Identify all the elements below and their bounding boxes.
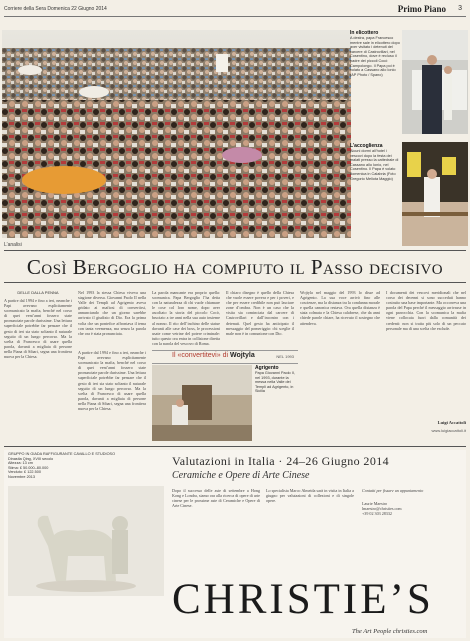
- caption-title: In elicottero: [350, 30, 379, 36]
- article-column-4: Il chiaro disegno è quello della Chiesa che vuole essere povera e per i poveri, e che per essere credibile non può lasciare zone d’ombra. Non è un caso che la visita sia cominciata dal carcere di Castrovillari e dall’incontro con i detenuti. Quel gesto ha anticipato il messaggio del pomeriggio: chi sceglie il male non è in comunione con Dio.: [226, 290, 294, 336]
- ad-image-caption: GRUPPO IN GIADA RAFFIGURANTE CAVALLO E STUDIOSO Dinastia Qing, XVIII secolo Altezza: 13 cm Stima: £ 50.000–80.000 Venduto: £ 122.500 Novembre 2013: [8, 452, 116, 479]
- box-title-prefix: Il «convertitevi» di: [172, 352, 229, 359]
- contact-name: Laurie Maestro: [362, 501, 388, 507]
- ad-text-2: Lo specialista Marco Almeida sarà in visita in Italia a giugno per valutazioni di collezioni e di singole opere.: [266, 488, 354, 504]
- sidebar: [350, 18, 468, 243]
- box-title: [172, 352, 255, 359]
- wojtyla-photo: [152, 365, 252, 441]
- jade-sculpture-illustration: [8, 486, 164, 596]
- caption-welcome: [350, 143, 400, 243]
- divider: [4, 282, 466, 283]
- contact-email[interactable]: lmaestro@christies.com: [362, 506, 402, 512]
- ad-text-1: Dopo il successo delle aste di settembre a Hong Kong e Londra, siamo ora alla ricerca di opere di arte cinese per le prossime aste di Ceramiche e Opere di Arte Cinese.: [172, 488, 260, 509]
- christies-logo: CHRISTIE’S: [172, 576, 434, 623]
- ad-title: Valutazioni in Italia · 24–26 Giugno 2014: [172, 454, 390, 468]
- box-title-name: Wojtyla: [229, 352, 255, 359]
- masthead: [4, 4, 466, 17]
- article-column-2: Nel 1993 la stessa Chiesa viveva una stagione diversa. Giovanni Paolo II nella Valle dei Templi ad Agrigento aveva gridato ai mafiosi di convertirsi, annunciando che un giorno sarebbe arrivato il giudizio di Dio. Era la prima volta che un pontefice affrontava il tema con tanta veemenza, ma senza la parola che ora è stata pronunciata.: [78, 290, 146, 336]
- balcony-photo: [402, 142, 468, 246]
- article-column-2b: A partire dal 1994 e fino a ieri, neanche i Papi avevano esplicitamente scomunicato la mafia, benché nel corso di quei vent’anni fossero state pronunciate parole durissime. Una lettura superficiale potrebbe far pensare che il gesto di ieri sia stato soltanto il naturale seguito di un lungo percorso. Ma la scelta di Francesco di usare quella parola, davanti a migliaia di persone nella Piana di Sibari, segna una frontiera nuova per la Chiesa.: [78, 350, 146, 412]
- ad-site[interactable]: christies.com: [392, 628, 428, 635]
- wojtyla-caption: [255, 365, 297, 441]
- tagline-text: The Art People: [352, 628, 392, 635]
- wojtyla-photo-illustration: [152, 365, 252, 441]
- wojtyla-box-header: [152, 350, 298, 364]
- ad-tagline: [352, 628, 427, 635]
- caption-helicopter: [350, 30, 400, 138]
- ad-subtitle: Ceramiche e Opere di Arte Cinese: [172, 470, 310, 481]
- caption-title: Agrigento: [255, 365, 279, 371]
- article-column-5: Wojtyla nel maggio del 1993 lo disse ad Agrigento. La sua voce arrivò fino alle coscienze, ma la distanza tra la condanna morale e quella canonica restava. Ora quella distanza è stata colmata e la Chiesa calabrese, che da anni chiede parole chiare, ha ricevuto il sostegno che attendeva.: [300, 290, 380, 326]
- signature: Luigi Accattoli: [437, 420, 466, 425]
- jade-sculpture-photo: [8, 486, 164, 596]
- website: www.luigiaccattoli.it: [431, 428, 466, 433]
- page-number: 3: [458, 5, 462, 12]
- divider: [4, 250, 466, 251]
- newspaper-date: Corriere della Sera Domenica 22 Giugno 2014: [4, 6, 107, 12]
- ad-contact: [362, 488, 462, 516]
- analysis-label: L’analisi: [4, 242, 22, 248]
- helicopter-photo: [402, 30, 468, 134]
- helicopter-photo-illustration: [402, 30, 468, 134]
- caption-text: A destra, papa Francesco mentre sale in elicottero dopo aver visitato i detenuti del carcere di Castrovillari, nel Cosentino, dove è recluso il padre dei piccoli Cocò Campolongo. Il Papa poi è volato a Cassano allo Ionio (AP Photo / Spano): [350, 36, 400, 77]
- ad-contact-intro: Contatti per fissare un appuntamento: [362, 488, 424, 493]
- contact-phone: +39 02 303 28332: [362, 511, 392, 517]
- headline: Così Bergoglio ha compiuto il Passo decisivo: [26, 255, 444, 279]
- section-title: Primo Piano: [397, 4, 446, 14]
- article-column-3: La parola mancante era proprio quella: scomunica. Papa Bergoglio l’ha detta con la naturalezza di chi vuole chiamare le cose col loro nome, dopo aver ascoltato la storia del piccolo Cocò, bruciato a tre anni nella sua auto insieme al nonno. Il rito dell’inchino delle statue davanti alle case dei boss, le processioni usate come vetrine del potere criminale: tutto questo ora entra in collisione diretta con la parola del vescovo di Roma.: [152, 290, 220, 345]
- caption-text: Alcuni dormi all’hotel i vescovi dopo la festa dei malati presso la cattedrale di Cassano allo Ionio, nel Cosentino. Il Papa è volato domenica in Calabria (Foto Gregorio Meliota Maggio): [350, 149, 399, 181]
- year-tag: NEL 1993: [276, 354, 294, 359]
- byline: DELLE DALLA PENNA: [17, 290, 59, 295]
- christies-ad: [4, 450, 466, 638]
- article-column-6: I documenti dei vescovi meridionali che nel corso dei decenni si sono succeduti hanno costruito una base importante. Ma occorreva una parola del Papa perché il messaggio arrivasse in ogni parrocchia. Con la scomunica la mafia viene collocata fuori dalla comunità dei credenti: non si tratta più solo di un peccato personale ma di una scelta che esclude.: [386, 290, 466, 331]
- divider: [4, 446, 466, 447]
- crowd-photo-illustration: [2, 30, 351, 238]
- balcony-photo-illustration: [402, 142, 468, 246]
- caption-title: L’accoglienza: [350, 143, 383, 149]
- article-column-1: A partire dal 1994 e fino a ieri, neanche i Papi avevano esplicitamente scomunicato la mafia, benché nel corso di quei vent’anni fossero state pronunciate parole durissime. Una lettura superficiale potrebbe far pensare che il gesto di ieri sia stato soltanto il naturale seguito di un lungo percorso. Ma la scelta di Francesco di usare quella parola, davanti a migliaia di persone nella Piana di Sibari, segna una frontiera nuova per la Chiesa.: [4, 298, 72, 360]
- crowd-photo: [2, 30, 351, 238]
- caption-text: Papa Giovanni Paolo II, nel 1993, durante la messa nella Valle dei Templi ad Agrigento, in Sicilia: [255, 371, 295, 394]
